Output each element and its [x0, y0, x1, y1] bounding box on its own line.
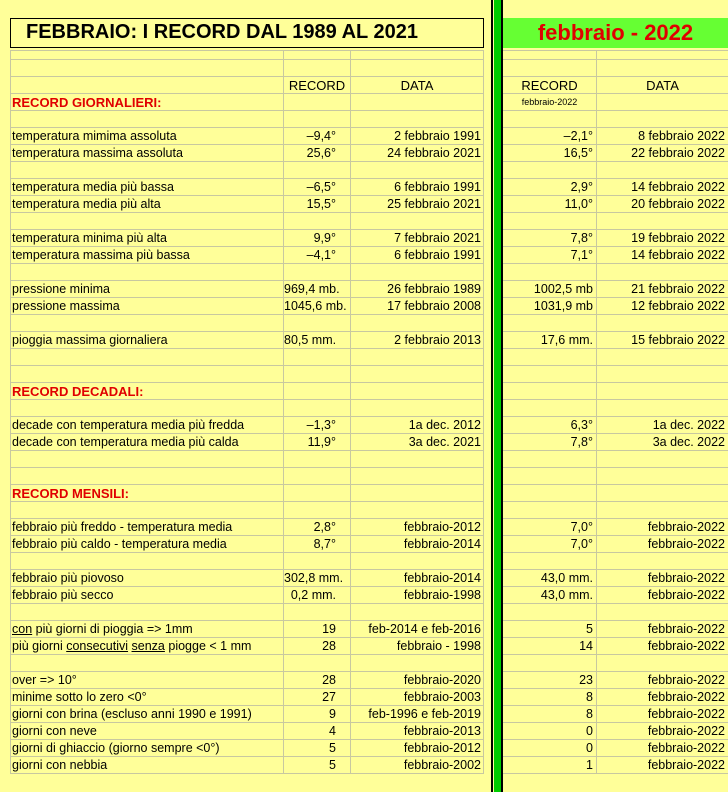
row-date-2022: febbraio-2022: [647, 741, 725, 755]
row-record-2022: 1002,5 mb: [533, 282, 593, 296]
row-date: 3a dec. 2021: [408, 435, 481, 449]
row-date-2022: febbraio-2022: [647, 520, 725, 534]
row-date: febbraio-2012: [403, 741, 481, 755]
divider-right: [501, 0, 503, 792]
divider-green: [494, 0, 501, 792]
row-date-2022: 15 febbraio 2022: [631, 333, 725, 347]
row-label: minime sotto lo zero <0°: [12, 690, 147, 704]
row-date-2022: 20 febbraio 2022: [631, 197, 725, 211]
grid-line: [10, 127, 484, 128]
row-date-2022: febbraio-2022: [647, 724, 725, 738]
grid-line: [503, 348, 728, 349]
row-date: febbraio-2013: [403, 724, 481, 738]
row-date-2022: 22 febbraio 2022: [631, 146, 725, 160]
row-record-2022: 0: [586, 724, 593, 738]
divider-left: [491, 0, 493, 792]
row-label: over => 10°: [12, 673, 77, 687]
grid-line: [503, 671, 728, 672]
grid-line: [503, 50, 728, 51]
grid-line: [10, 671, 484, 672]
grid-line: [503, 586, 728, 587]
grid-line: [503, 314, 728, 315]
row-date-2022: febbraio-2022: [647, 707, 725, 721]
grid-line: [10, 705, 484, 706]
grid-line: [10, 501, 484, 502]
row-record-2022: 17,6 mm.: [540, 333, 593, 347]
grid-line: [503, 365, 728, 366]
row-record: 969,4 mb.: [284, 282, 340, 296]
row-record: 5: [329, 741, 336, 755]
row-date-2022: febbraio-2022: [647, 537, 725, 551]
grid-line: [503, 178, 728, 179]
grid-line: [503, 433, 728, 434]
row-record: 8,7°: [313, 537, 336, 551]
row-record-2022: –2,1°: [563, 129, 593, 143]
grid-line: [503, 467, 728, 468]
grid-line: [10, 314, 484, 315]
row-date: febbraio-2020: [403, 673, 481, 687]
row-label: decade con temperatura media più fredda: [12, 418, 245, 432]
grid-line: [503, 603, 728, 604]
grid-line: [503, 552, 728, 553]
row-record: –1,3°: [306, 418, 336, 432]
row-label: giorni con brina (escluso anni 1990 e 1991): [12, 707, 252, 721]
row-label-part: piogge < 1 mm: [164, 639, 252, 653]
row-label-part: senza: [131, 639, 165, 653]
row-label-part: più giorni: [12, 639, 67, 653]
row-label: giorni con nebbia: [12, 758, 108, 772]
grid-column-line: [350, 50, 351, 773]
row-label: febbraio più piovoso: [12, 571, 124, 585]
row-record: 80,5 mm.: [284, 333, 337, 347]
grid-column-line: [10, 50, 11, 773]
grid-line: [503, 59, 728, 60]
row-label: giorni con neve: [12, 724, 97, 738]
header-record: RECORD: [288, 78, 346, 93]
grid-line: [10, 722, 484, 723]
row-date-2022: febbraio-2022: [647, 588, 725, 602]
row-record: 5: [329, 758, 336, 772]
section-daily: RECORD GIORNALIERI:: [12, 95, 162, 110]
grid-line: [10, 110, 484, 111]
row-record-2022: 43,0 mm.: [540, 588, 593, 602]
row-record: 4: [329, 724, 336, 738]
row-date: 1a dec. 2012: [408, 418, 481, 432]
grid-line: [10, 212, 484, 213]
row-record-2022: 7,0°: [570, 537, 593, 551]
grid-line: [503, 569, 728, 570]
row-record: 25,6°: [306, 146, 336, 160]
row-label: temperatura minima più alta: [12, 231, 167, 245]
grid-line: [10, 229, 484, 230]
grid-line: [503, 331, 728, 332]
row-date: 2 febbraio 2013: [394, 333, 481, 347]
row-label: febbraio più secco: [12, 588, 114, 602]
row-label: giorni di ghiaccio (giorno sempre <0°): [12, 741, 220, 755]
grid-line: [10, 59, 484, 60]
row-date: febbraio-2012: [403, 520, 481, 534]
row-record-2022: 7,0°: [570, 520, 593, 534]
row-record-2022: 5: [586, 622, 593, 636]
grid-line: [10, 586, 484, 587]
row-date-2022: 14 febbraio 2022: [631, 180, 725, 194]
grid-line: [10, 484, 484, 485]
grid-line: [503, 263, 728, 264]
row-label-part: più giorni di pioggia => 1mm: [32, 622, 193, 636]
row-date-2022: 3a dec. 2022: [652, 435, 725, 449]
row-date-2022: febbraio-2022: [647, 571, 725, 585]
row-record: –4,1°: [306, 248, 336, 262]
row-date-2022: febbraio-2022: [647, 758, 725, 772]
grid-line: [10, 518, 484, 519]
row-record-2022: 16,5°: [563, 146, 593, 160]
row-record: 28: [322, 639, 336, 653]
grid-line: [503, 76, 728, 77]
row-date-2022: febbraio-2022: [647, 622, 725, 636]
row-label: temperatura mimima assoluta: [12, 129, 177, 143]
section-monthly: RECORD MENSILI:: [12, 486, 129, 501]
grid-line: [10, 433, 484, 434]
row-label: febbraio più caldo - temperatura media: [12, 537, 227, 551]
row-record-2022: 1031,9 mb: [533, 299, 593, 313]
row-date: 17 febbraio 2008: [387, 299, 481, 313]
row-date-2022: 12 febbraio 2022: [631, 299, 725, 313]
page-title: FEBBRAIO: I RECORD DAL 1989 AL 2021: [26, 21, 418, 43]
row-date: febbraio-2002: [403, 758, 481, 772]
row-date: 7 febbraio 2021: [394, 231, 481, 245]
grid-line: [10, 739, 484, 740]
row-date-2022: febbraio-2022: [647, 690, 725, 704]
grid-line: [10, 76, 484, 77]
grid-line: [10, 450, 484, 451]
row-date-2022: febbraio-2022: [647, 673, 725, 687]
grid-line: [10, 280, 484, 281]
row-label: temperatura massima assoluta: [12, 146, 183, 160]
grid-line: [10, 467, 484, 468]
row-label-part: con: [12, 622, 33, 636]
grid-line: [10, 365, 484, 366]
grid-line: [503, 620, 728, 621]
row-record: 15,5°: [306, 197, 336, 211]
section-decadal: RECORD DECADALI:: [12, 384, 144, 399]
header-date: DATA: [400, 78, 434, 93]
grid-line: [10, 569, 484, 570]
subheader-2022: febbraio-2022: [521, 97, 578, 107]
row-date-2022: 14 febbraio 2022: [631, 248, 725, 262]
row-date: febbraio-1998: [403, 588, 481, 602]
grid-line: [10, 50, 484, 51]
row-record: 302,8 mm.: [284, 571, 344, 585]
grid-column-line: [596, 50, 597, 773]
month-title: febbraio - 2022: [537, 20, 694, 45]
row-record: 19: [322, 622, 336, 636]
row-record: 9,9°: [313, 231, 336, 245]
grid-line: [503, 739, 728, 740]
row-record: 27: [322, 690, 336, 704]
row-record: –6,5°: [306, 180, 336, 194]
row-label: [12, 621, 193, 638]
grid-line: [503, 229, 728, 230]
row-record-2022: 23: [579, 673, 593, 687]
row-date: 25 febbraio 2021: [387, 197, 481, 211]
grid-line: [10, 756, 484, 757]
row-record-2022: 11,0°: [564, 197, 593, 211]
row-record: 28: [322, 673, 336, 687]
row-date: febbraio-2014: [403, 537, 481, 551]
grid-line: [503, 450, 728, 451]
row-label: temperatura massima più bassa: [12, 248, 190, 262]
row-record-2022: 6,3°: [570, 418, 593, 432]
grid-line: [503, 705, 728, 706]
row-record-2022: 43,0 mm.: [540, 571, 593, 585]
row-record-2022: 8: [586, 707, 593, 721]
grid-line: [10, 93, 484, 94]
row-record: 1045,6 mb.: [284, 299, 347, 313]
grid-line: [503, 484, 728, 485]
grid-line: [503, 501, 728, 502]
row-record: –9,4°: [306, 129, 336, 143]
grid-line: [10, 603, 484, 604]
grid-line: [503, 637, 728, 638]
grid-line: [503, 773, 728, 774]
row-date: feb-1996 e feb-2019: [368, 707, 481, 721]
row-date-2022: 19 febbraio 2022: [631, 231, 725, 245]
row-record-2022: 7,8°: [570, 435, 593, 449]
row-record-2022: 1: [586, 758, 593, 772]
grid-line: [503, 93, 728, 94]
row-label: temperatura media più bassa: [12, 180, 174, 194]
grid-line: [10, 552, 484, 553]
grid-line: [503, 297, 728, 298]
row-record-2022: 2,9°: [570, 180, 593, 194]
row-record-2022: 14: [579, 639, 593, 653]
header-date-2022: DATA: [646, 78, 679, 93]
row-label: pressione minima: [12, 282, 110, 296]
row-label: decade con temperatura media più calda: [12, 435, 239, 449]
row-label: pressione massima: [12, 299, 120, 313]
row-date: febbraio - 1998: [396, 639, 481, 653]
row-record: 9: [329, 707, 336, 721]
grid-line: [503, 110, 728, 111]
row-date: 6 febbraio 1991: [394, 248, 481, 262]
row-record: 2,8°: [313, 520, 336, 534]
grid-line: [10, 399, 484, 400]
row-date: febbraio-2014: [403, 571, 481, 585]
row-label-part: consecutivi: [66, 639, 129, 653]
row-record-2022: 0: [586, 741, 593, 755]
grid-column-line: [283, 50, 284, 773]
grid-line: [10, 144, 484, 145]
grid-line: [503, 535, 728, 536]
grid-line: [10, 654, 484, 655]
row-label: pioggia massima giornaliera: [12, 333, 168, 347]
grid-line: [10, 178, 484, 179]
grid-line: [10, 688, 484, 689]
row-record: 11,9°: [307, 435, 336, 449]
row-date: 2 febbraio 1991: [394, 129, 481, 143]
row-date: 6 febbraio 1991: [394, 180, 481, 194]
grid-line: [503, 212, 728, 213]
grid-line: [503, 195, 728, 196]
grid-line: [10, 195, 484, 196]
grid-line: [10, 637, 484, 638]
grid-line: [503, 382, 728, 383]
header-record-2022: RECORD: [521, 78, 578, 93]
grid-line: [503, 722, 728, 723]
row-date: 26 febbraio 1989: [387, 282, 481, 296]
row-record-2022: 8: [586, 690, 593, 704]
grid-line: [503, 688, 728, 689]
row-date-2022: 1a dec. 2022: [652, 418, 725, 432]
grid-line: [10, 773, 484, 774]
grid-line: [10, 348, 484, 349]
row-record-2022: 7,8°: [570, 231, 593, 245]
row-label: temperatura media più alta: [12, 197, 161, 211]
grid-line: [503, 246, 728, 247]
grid-line: [10, 331, 484, 332]
grid-line: [10, 416, 484, 417]
row-label: febbraio più freddo - temperatura media: [12, 520, 233, 534]
row-date-2022: febbraio-2022: [647, 639, 725, 653]
grid-line: [503, 127, 728, 128]
row-record: 0,2 mm.: [290, 588, 336, 602]
grid-line: [10, 297, 484, 298]
grid-line: [10, 382, 484, 383]
grid-line: [503, 399, 728, 400]
row-record-2022: 7,1°: [570, 248, 593, 262]
grid-line: [503, 756, 728, 757]
row-date: 24 febbraio 2021: [387, 146, 481, 160]
grid-line: [503, 654, 728, 655]
grid-line: [10, 161, 484, 162]
grid-line: [503, 518, 728, 519]
row-date-2022: 8 febbraio 2022: [638, 129, 725, 143]
row-date: feb-2014 e feb-2016: [368, 622, 481, 636]
grid-line: [503, 416, 728, 417]
grid-line: [10, 263, 484, 264]
grid-line: [10, 246, 484, 247]
grid-line: [10, 620, 484, 621]
grid-line: [503, 280, 728, 281]
grid-line: [503, 144, 728, 145]
row-date-2022: 21 febbraio 2022: [631, 282, 725, 296]
grid-line: [10, 535, 484, 536]
grid-column-line: [483, 50, 484, 773]
row-date: febbraio-2003: [403, 690, 481, 704]
grid-line: [503, 161, 728, 162]
row-label: [12, 638, 251, 655]
